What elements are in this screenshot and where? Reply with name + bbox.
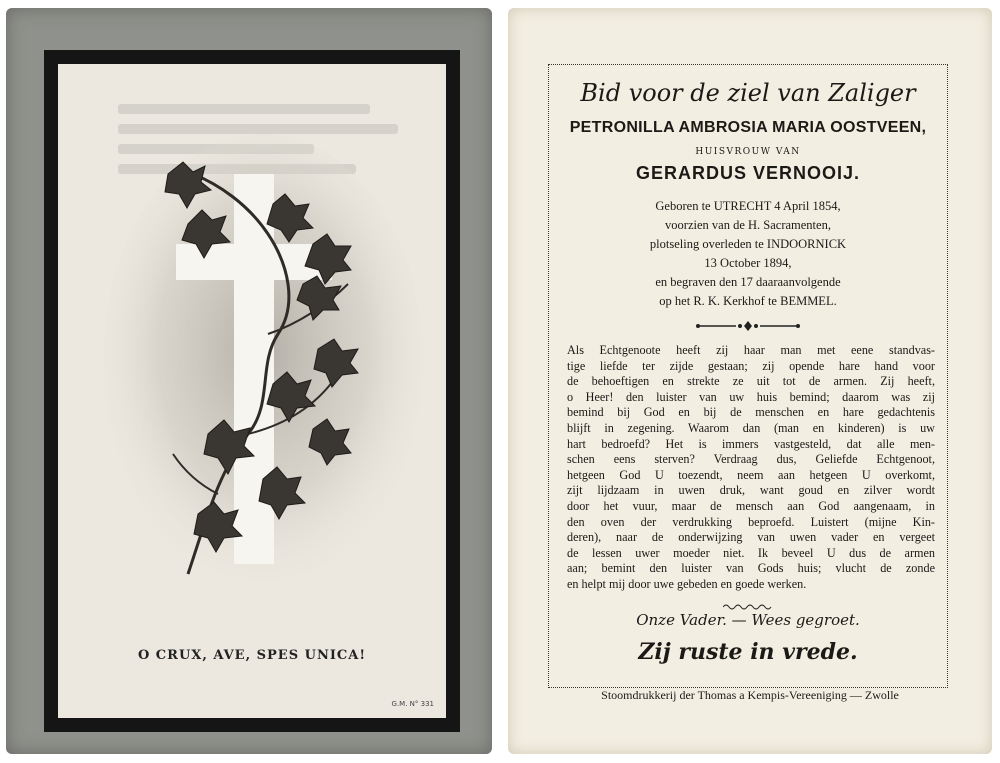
detail-line: voorzien van de H. Sacramenten, <box>665 218 831 232</box>
life-details <box>549 197 947 311</box>
relation-label: HUISVROUW VAN <box>695 147 801 157</box>
card-image-panel <box>58 64 446 718</box>
prayers-line: Onze Vader. — Wees gegroet. <box>636 611 860 629</box>
left-card-front <box>6 8 492 754</box>
text-line: hart bedroefd? Het is immers vastgesteld, dat alle men- <box>567 436 935 451</box>
text-line: deren), naar de onderwijzing van uwen vader en vergeet <box>567 530 935 545</box>
cross-with-ivy-illustration <box>98 134 428 604</box>
detail-line: 13 October 1894, <box>704 256 792 270</box>
text-line: hetgeen God U toezendt, neem aan hetgeen U overkomt, <box>567 467 935 482</box>
printer-code: G.M. N° 331 <box>391 700 434 708</box>
text-line: bemind bij God en bij de menschen en hare gedachtenis <box>567 405 935 420</box>
text-line: en helpt mij door uwe gebeden en goede werken. <box>567 576 807 591</box>
printer-footer: Stoomdrukkerij der Thomas a Kempis-Vereeniging — Zwolle <box>601 688 899 702</box>
latin-motto: O CRUX, AVE, SPES UNICA! <box>137 648 367 663</box>
detail-line: plotseling overleden te INDOORNICK <box>649 237 847 251</box>
text-line: zijt lijdzaam in uwen druk, want goud en zilver wordt <box>567 483 935 498</box>
text-line: o Heer! den luister van uw huis bemind; daarom was zij <box>567 389 935 404</box>
prayer-heading: Bid voor de ziel van Zaliger <box>580 79 916 107</box>
text-line: Als Echtgenoote heeft zij haar man met eene standvas- <box>567 343 935 357</box>
text-line: door het vuur, maar de mensch aan God aangenaam, in <box>567 498 935 513</box>
husband-name: GERARDUS VERNOOIJ. <box>635 163 861 183</box>
text-line: blijft in zegening. Waarom dan (man en kinderen) is uw <box>567 420 935 435</box>
mourning-border <box>44 50 460 732</box>
detail-line: op het R. K. Kerkhof te BEMMEL. <box>659 294 837 308</box>
squiggle-ornament <box>723 603 773 611</box>
deceased-name: PETRONILLA AMBROSIA MARIA OOSTVEEN, <box>569 119 927 136</box>
divider-ornament <box>696 320 800 332</box>
text-line: tige liefde ter zijde gestaan; zij opende hare hand voor <box>567 358 935 373</box>
dotted-text-frame <box>548 64 948 688</box>
text-line: de lessen uwer moeder niet. Ik beveel U dus de armen <box>567 545 935 560</box>
text-line: schen eens sterven? Verdraag dus, Geliefde Echtgenoot, <box>567 452 935 467</box>
rest-in-peace: Zij ruste in vrede. <box>638 639 858 665</box>
memorial-text <box>567 343 935 593</box>
right-card-back <box>508 8 992 754</box>
detail-line: en begraven den 17 daaraanvolgende <box>655 275 841 289</box>
detail-line: Geboren te UTRECHT 4 April 1854, <box>655 199 841 213</box>
text-line: aan; bemint den luister van Gods huis; vlucht de zonde <box>567 561 935 576</box>
text-line: den oven der verdrukking beproefd. Luistert (mijne Kin- <box>567 514 935 529</box>
text-line: de behoeftigen en strekte ze uit tot de armen. Zij heeft, <box>567 374 935 389</box>
